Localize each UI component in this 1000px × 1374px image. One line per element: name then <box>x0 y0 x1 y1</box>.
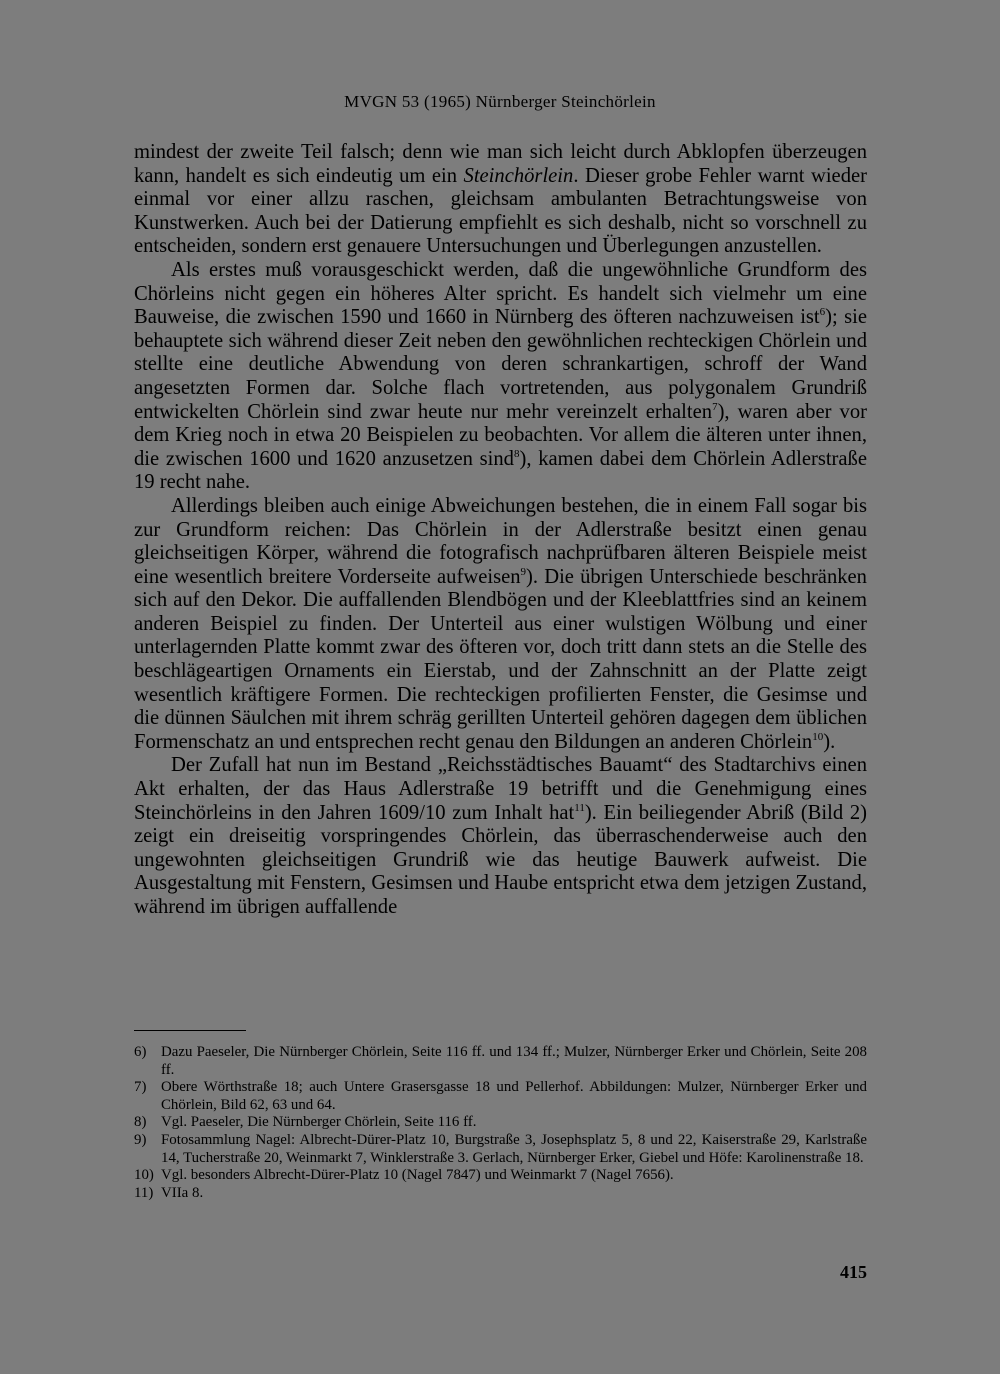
footnote-ref: 10 <box>812 730 824 743</box>
footnote-number: 6) <box>134 1044 147 1060</box>
footnote-ref: 7 <box>712 400 718 413</box>
footnote-text: Vgl. besonders Albrecht-Dürer-Platz 10 (Nagel 7847) und Weinmarkt 7 (Nagel 7656). <box>161 1167 674 1184</box>
paragraph: Der Zufall hat nun im Bestand „Reichsstädtisches Bauamt“ des Stadtarchivs einen Akt erhalten, der das Haus Adlerstraße 19 betrifft und die Genehmigung eines Steinchörleins in den Jahren 1609/10 zum Inhalt hat$^{11}$). Ein beiliegender Abriß (Bild 2) zeigt ein dreiseitig vorspringendes Chörlein, das überraschenderweise auch den ungewohnten gleichseitigen Grundriß wie das heutige Bauwerk aufweist. Die Ausgestaltung mit Fenstern, Gesimsen und Haube entspricht etwa dem jetzigen Zustand, während im übrigen auffallende <box>134 754 867 918</box>
footnote-text: Obere Wörthstraße 18; auch Untere Grasersgasse 18 und Pellerhof. Abbildungen: Mulzer, Nürnberger Erker und Chörlein, Bild 62, 63 und 64. <box>161 1079 867 1113</box>
footnote <box>134 1185 867 1203</box>
paragraph: mindest der zweite Teil falsch; denn wie man sich leicht durch Abklopfen überzeugen kann, handelt es sich eindeutig um ein Steinchörlein. Dieser grobe Fehler warnt wieder einmal vor einer allzu raschen, gleichsam ambulanten Betrachtungsweise von Kunstwerken. Auch bei der Datierung empfiehlt es sich deshalb, nicht so vorschnell zu entscheiden, sondern erst genauere Untersuchungen und Überlegungen anzustellen. <box>134 141 867 258</box>
running-header: MVGN 53 (1965) Nürnberger Steinchörlein <box>344 92 656 111</box>
paragraph: Allerdings bleiben auch einige Abweichungen bestehen, die in einem Fall sogar bis zur Grundform reichen: Das Chörlein in der Adlerstraße besitzt einen genau gleichseitigen Körper, während die fotografisch nachprüfbaren älteren Beispiele meist eine wesentlich breitere Vorderseite aufweisen$^9$). Die übrigen Unterschiede beschränken sich auf den Dekor. Die auffallenden Blendbögen und der Kleeblattfries sind an keinem anderen Beispiel zu finden. Der Unterteil aus einer wulstigen Wölbung und einer unterlagernden Platte kommt zwar des öfteren vor, doch tritt dann stets an die Stelle des beschlägeartigen Ornaments ein Eierstab, und der Zahnschnitt an der Platte zeigt wesentlich kräftigere Formen. Die rechteckigen profilierten Fenster, die Gesimse und die dünnen Säulchen mit ihrem schräg gerillten Unterteil gehören dagegen dem üblichen Formenschatz an und entsprechen recht genau den Bildungen an anderen Chörlein$^{10}$). <box>134 494 867 753</box>
footnote-text: Dazu Paeseler, Die Nürnberger Chörlein, Seite 116 ff. und 134 ff.; Mulzer, Nürnberger Erker und Chörlein, Seite 208 ff. <box>161 1044 867 1078</box>
footnote-ref: 8 <box>513 447 520 460</box>
footnote-ref: 11 <box>574 801 585 814</box>
footnote <box>134 1079 867 1114</box>
footnote-number: 11) <box>134 1184 154 1201</box>
footnote-ref: 6 <box>819 306 826 319</box>
footnote-number: 10) <box>134 1167 154 1184</box>
footnote-separator <box>134 1030 246 1031</box>
footnote <box>134 1044 867 1079</box>
footnote-ref: 9 <box>520 565 527 578</box>
footnote-text: Fotosammlung Nagel: Albrecht-Dürer-Platz 10, Burgstraße 3, Josephsplatz 5, 8 und 22, Kaiserstraße 29, Karlstraße 14, Tucherstraße 20, Weinmarkt 7, Winklerstraße 3. Gerlach, Nürnberger Erker, Giebel und Höfe: Karolinenstraße 18. <box>161 1131 867 1166</box>
footnote-number: 7) <box>134 1079 147 1096</box>
page-number: 415 <box>840 1262 867 1282</box>
footnote-text: Vgl. Paeseler, Die Nürnberger Chörlein, Seite 116 ff. <box>161 1114 477 1131</box>
footnote-number: 8) <box>134 1114 147 1131</box>
footnote <box>134 1167 867 1185</box>
footnote <box>134 1114 867 1132</box>
footnotes <box>134 1044 867 1202</box>
footnote <box>134 1132 867 1167</box>
emphasis: Steinchörlein <box>463 164 574 187</box>
footnote-number: 9) <box>134 1131 147 1148</box>
body-text <box>134 141 867 920</box>
footnote-text: VIIa 8. <box>161 1184 204 1201</box>
paragraph: Als erstes muß vorausgeschickt werden, daß die ungewöhnliche Grundform des Chörleins nicht gegen ein höheres Alter spricht. Es handelt sich vielmehr um eine Bauweise, die zwischen 1590 und 1660 in Nürnberg des öfteren nachzuweisen ist$^6$); sie behauptete sich während dieser Zeit neben den gewöhnlichen rechteckigen Chörlein und stellte eine deutliche Abwendung von deren schrankartigen, schroff der Wand angesetzten Formen dar. Solche flach vortretenden, aus polygonalem Grundriß entwickelten Chörlein sind zwar heute nur mehr vereinzelt erhalten$^7$), waren aber vor dem Krieg noch in etwa 20 Beispielen zu beobachten. Vor allem die älteren unter ihnen, die zwischen 1600 und 1620 anzusetzen sind$^8$), kamen dabei dem Chörlein Adlerstraße 19 recht nahe. <box>134 258 867 494</box>
